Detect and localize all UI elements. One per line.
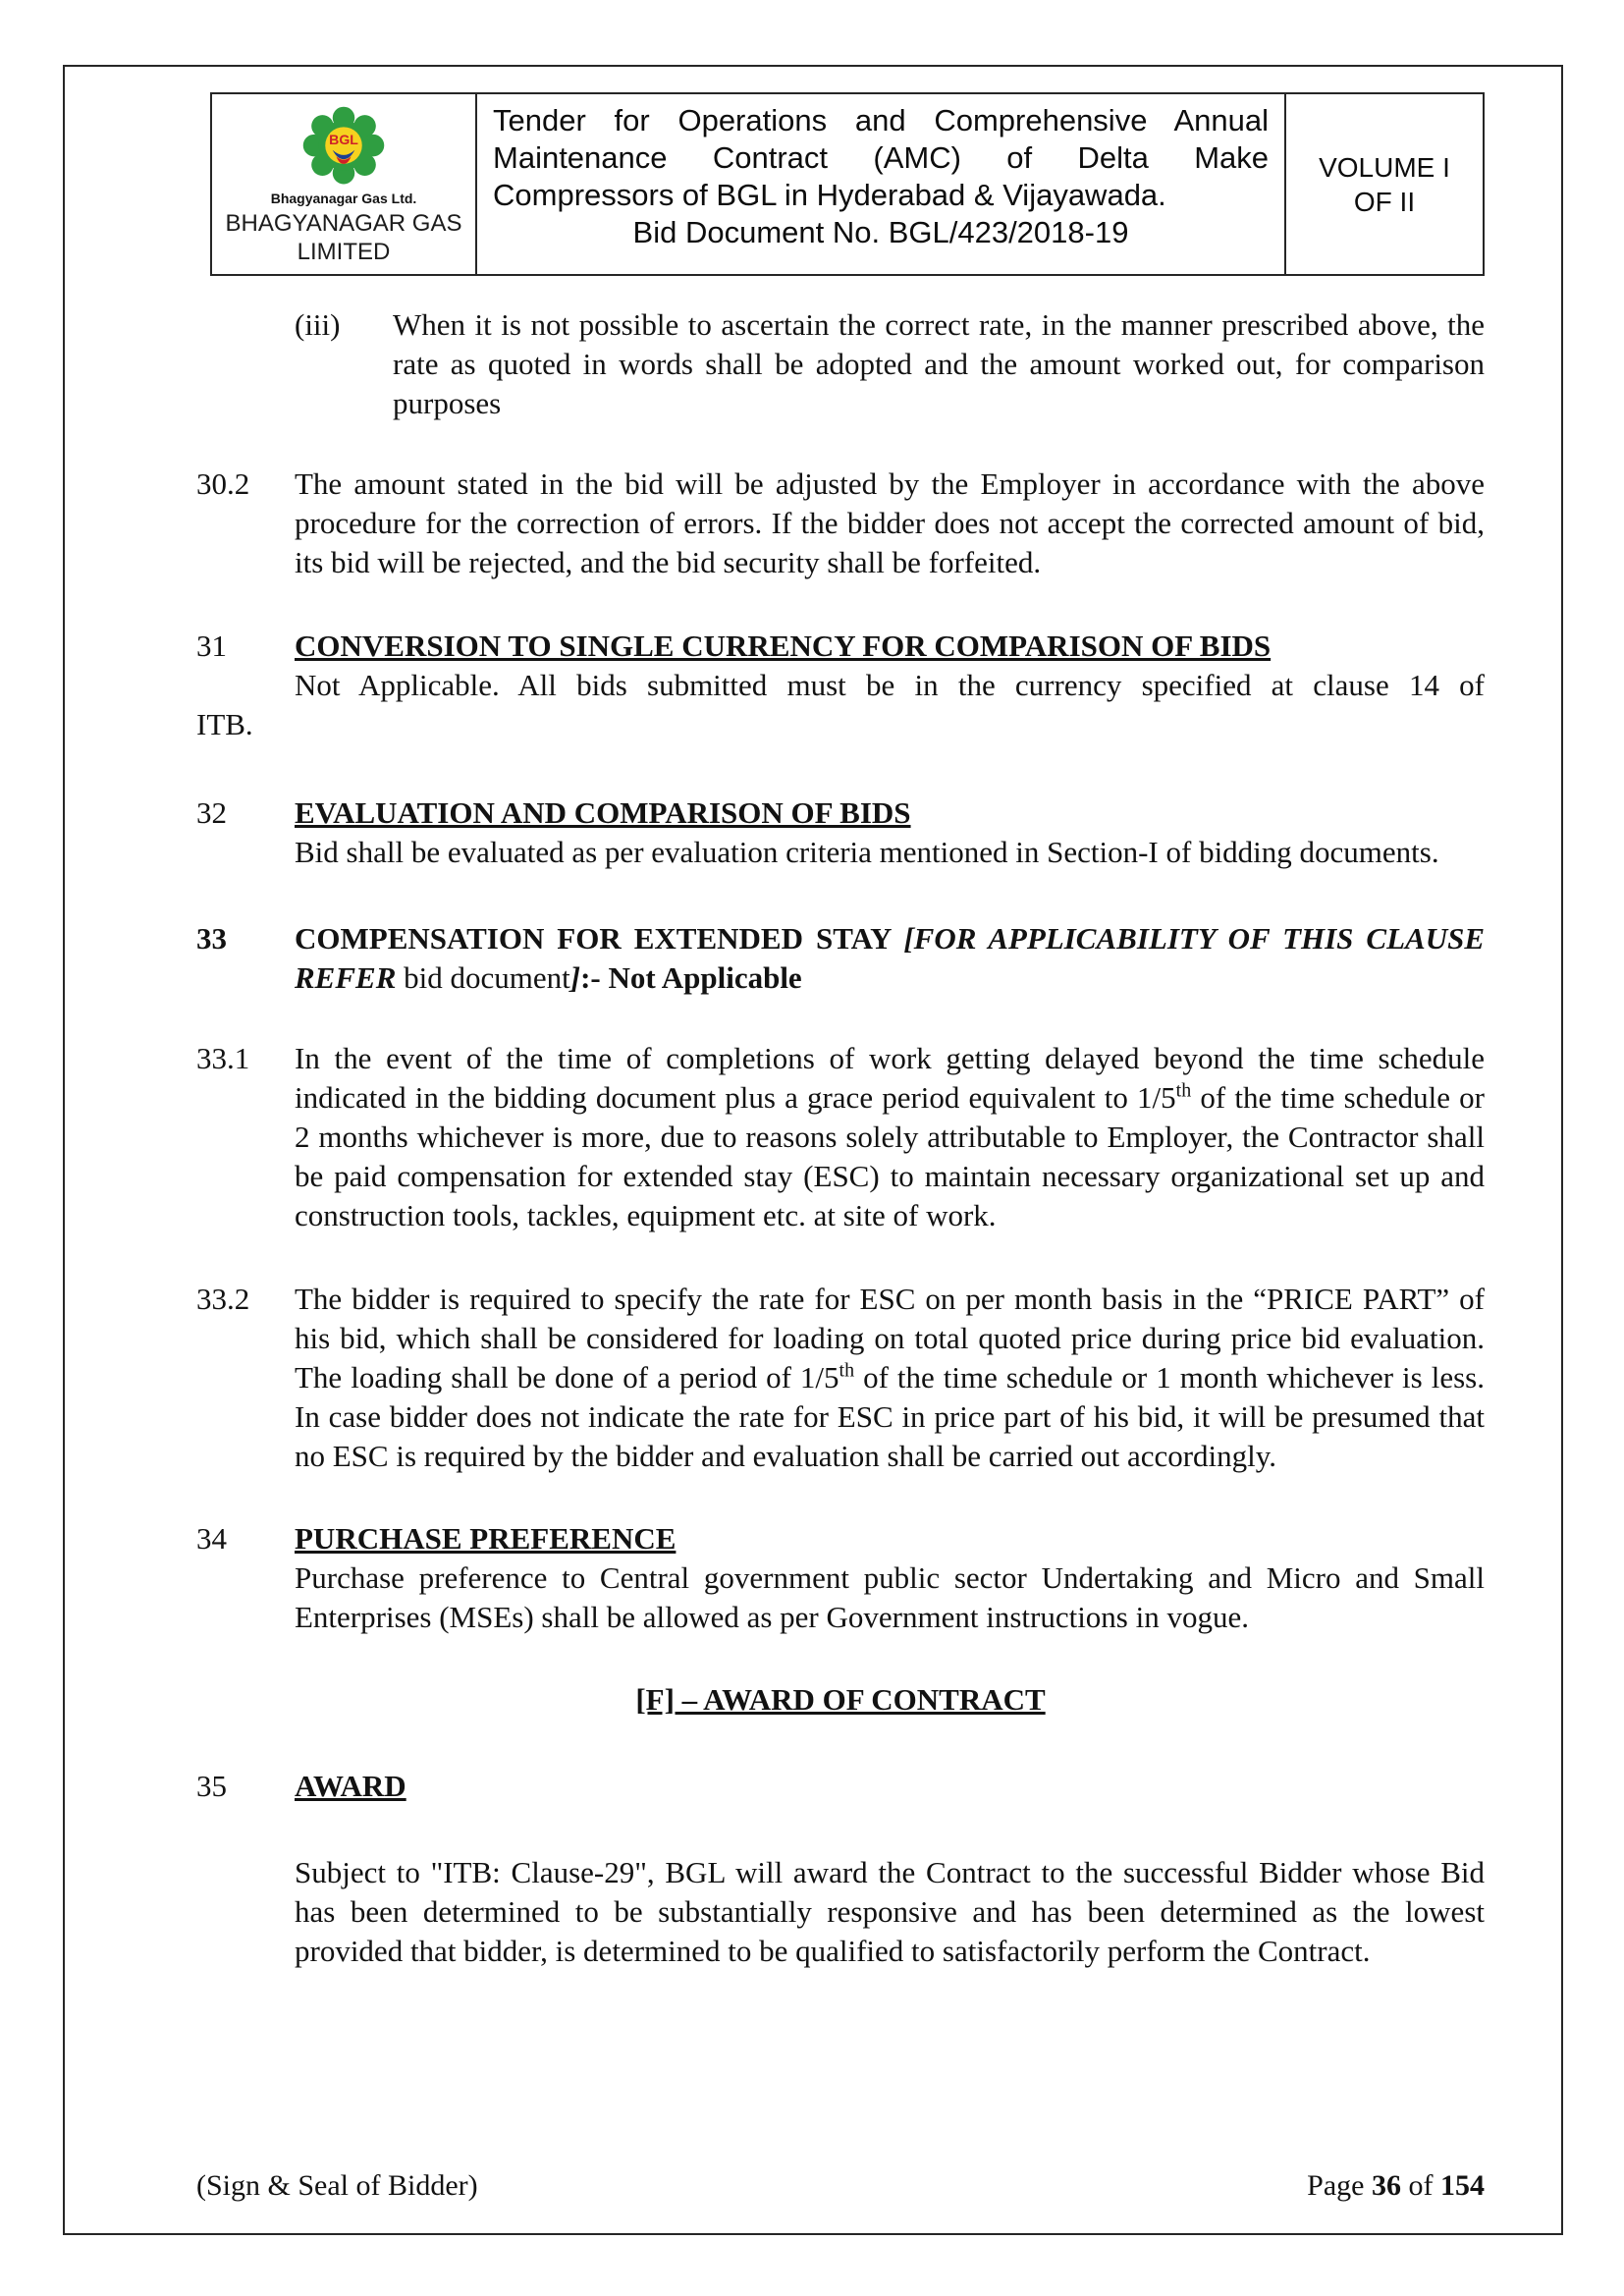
clause-number: 32 [196, 795, 227, 830]
clause-heading: AWARD [295, 1769, 406, 1803]
superscript-th: th [839, 1359, 855, 1382]
clause-number: 35 [196, 1769, 227, 1803]
org-name-line1: BHAGYANAGAR GAS [225, 210, 462, 237]
org-name-line2: LIMITED [297, 239, 391, 265]
clause-33-1 [196, 1039, 1485, 1235]
page-word: Page [1307, 2169, 1372, 2202]
volume-line1: VOLUME I [1319, 151, 1450, 183]
sign-seal-label: (Sign & Seal of Bidder) [196, 2169, 478, 2202]
clause-number: 33.2 [196, 1282, 250, 1316]
clause-iii [295, 305, 1485, 423]
clause-heading [295, 919, 1485, 998]
page-indicator [1307, 2168, 1485, 2204]
clause-31 [196, 627, 1485, 705]
heading-part-bold: COMPENSATION FOR EXTENDED STAY [295, 921, 904, 956]
bid-document-number: Bid Document No. BGL/423/2018-19 [632, 215, 1129, 249]
of-word: of [1401, 2169, 1440, 2202]
clause-33 [196, 919, 1485, 998]
clause-35-text: Subject to "ITB: Clause-29", BGL will award the Contract to the successful Bidder whose Bid has been determined to be substantially responsive and has been determined as the lowest provided that bidder, is determined to be qualified to satisfactorily perform the Contract. [295, 1855, 1485, 1968]
bgl-logo [293, 102, 395, 191]
logo-caption: Bhagyanagar Gas Ltd. [270, 191, 417, 206]
clause-body [295, 1519, 1485, 1637]
clause-number: 30.2 [196, 466, 250, 501]
clause-number: (iii) [295, 307, 341, 342]
page-number: 36 [1372, 2169, 1401, 2202]
clause-text: When it is not possible to ascertain the correct rate, in the manner prescribed above, the rate as quoted in words shall be adopted and the amount worked out, for comparison purposes [393, 307, 1485, 420]
clause-text: Bid shall be evaluated as per evaluation criteria mentioned in Section-I of bidding documents. [295, 835, 1439, 869]
clause-number: 34 [196, 1521, 227, 1556]
page-total: 154 [1440, 2169, 1485, 2202]
clause-heading: CONVERSION TO SINGLE CURRENCY FOR COMPARISON OF BIDS [295, 629, 1272, 663]
clause-text: Purchase preference to Central government public sector Undertaking and Micro and Small Enterprises (MSEs) shall be allowed as per Government instructions in vogue. [295, 1560, 1485, 1634]
text-part: of the time schedule or 2 months whichever is more, due to reasons solely attributable to Employer, the Contractor shall be paid compensation for extended stay (ESC) to maintain necessary organizational set up and construction tools, tackles, equipment etc. at site of work. [295, 1080, 1485, 1232]
page-footer [196, 2168, 1485, 2204]
section-f-heading: [F] – AWARD OF CONTRACT [635, 1682, 1046, 1717]
clause-number: 33 [196, 921, 227, 956]
clause-heading: EVALUATION AND COMPARISON OF BIDS [295, 795, 911, 830]
clause-body [295, 627, 1485, 705]
logo-cell [212, 94, 475, 274]
volume-line2: OF II [1353, 186, 1416, 217]
clause-number: 33.1 [196, 1041, 250, 1075]
header-table [210, 92, 1485, 276]
clause-number: 31 [196, 629, 227, 663]
clause-text: The amount stated in the bid will be adjusted by the Employer in accordance with the above procedure for the correction of errors. If the bidder does not accept the corrected amount of bid, its bid will be rejected, and the bid security shall be forfeited. [295, 466, 1485, 579]
clause-text: Not Applicable. All bids submitted must be in the currency specified at clause 14 of [295, 668, 1485, 702]
clause-text [295, 1039, 1485, 1235]
clause-text [295, 1280, 1485, 1476]
superscript-th: th [1175, 1079, 1192, 1102]
clause-31-continuation: ITB. [196, 707, 253, 741]
heading-part-bold: :- Not Applicable [580, 960, 802, 995]
logo-acronym-text: BGL [329, 132, 358, 148]
clause-35 [196, 1767, 1485, 1806]
text-part: of the time schedule or 1 month whichever is less. In case bidder does not indicate the rate for ESC in price part of his bid, it will be presumed that no ESC is required by the bidder and evaluation shall be carried out accordingly. [295, 1360, 1485, 1473]
title-cell [475, 94, 1284, 274]
org-name [226, 209, 462, 266]
heading-part-bold-italic: ] [569, 960, 581, 995]
clause-30-2 [196, 465, 1485, 582]
clause-34 [196, 1519, 1485, 1637]
clause-heading: PURCHASE PREFERENCE [295, 1521, 677, 1556]
heading-part-regular: bid document [404, 960, 570, 995]
text-part: The bidder is required to specify the rate for ESC on per month basis in the “PRICE PART” of his bid, which shall be considered for loading on total quoted price during price bid evaluation. The loading shall be done of a period of 1/5 [295, 1282, 1485, 1394]
tender-title: Tender for Operations and Comprehensive Annual Maintenance Contract (AMC) of Delta Make Compressors of BGL in Hyderabad & Vijayawada. [493, 103, 1269, 212]
heading-part-bold-italic: [FOR APPLICABILITY OF THIS CLAUSE REFER [295, 921, 1485, 995]
text-part: In the event of the time of completions of work getting delayed beyond the time schedule indicated in the bidding document plus a grace period equivalent to 1/5 [295, 1041, 1485, 1115]
document-body [65, 305, 1561, 1971]
clause-33-2 [196, 1280, 1485, 1476]
clause-body [295, 793, 1485, 872]
volume-cell [1284, 94, 1483, 274]
page-content [65, 67, 1561, 2233]
clause-32 [196, 793, 1485, 872]
